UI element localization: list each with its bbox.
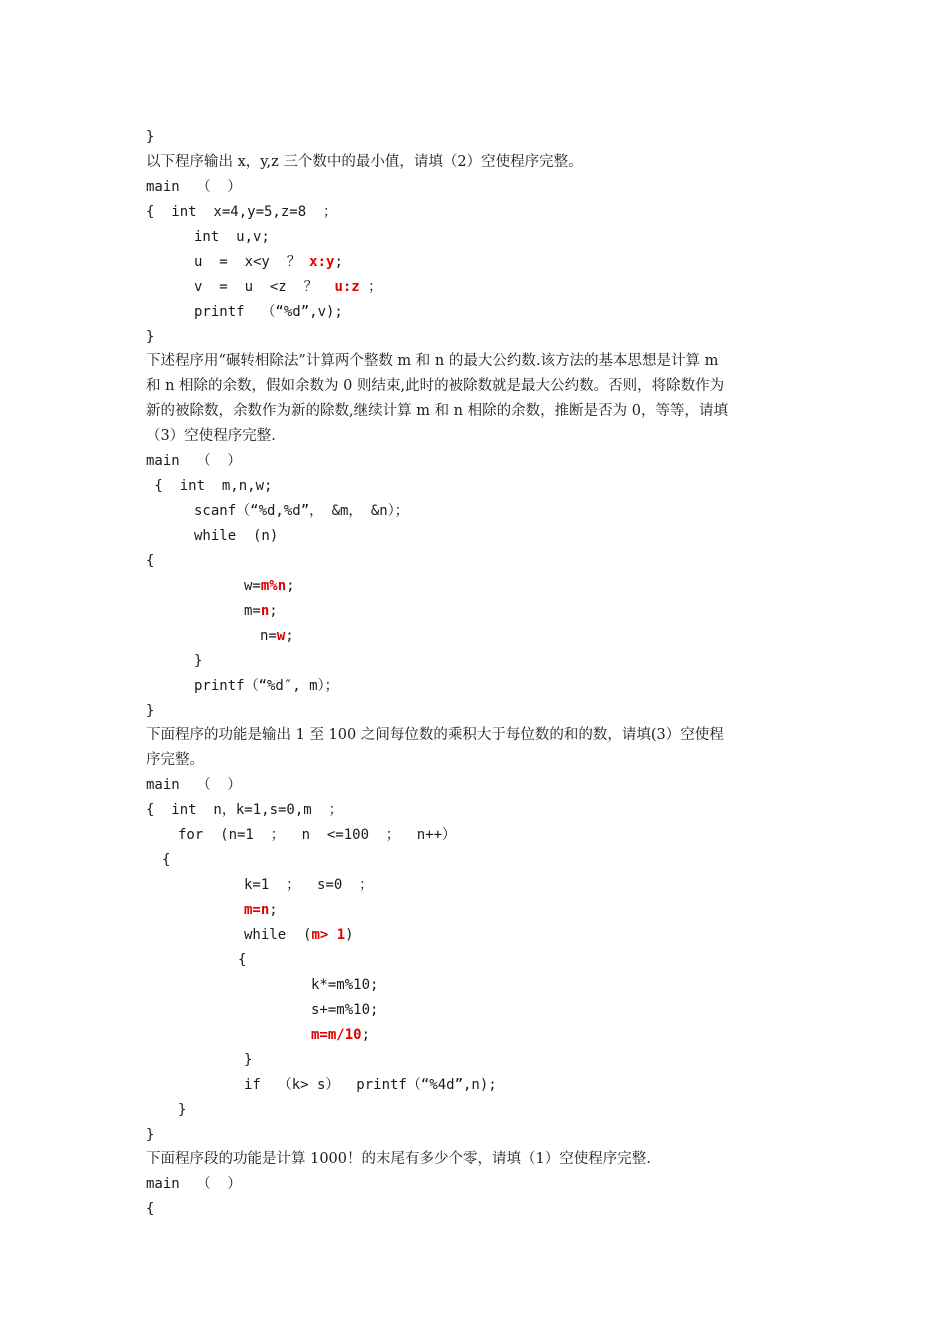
answer-blank: m=n bbox=[244, 902, 270, 918]
code-line bbox=[311, 1023, 370, 1047]
code-text: n= bbox=[260, 628, 277, 644]
code-line: { int n，k=1,s=0,m ； bbox=[146, 802, 343, 818]
code-line: { int m,n,w; bbox=[146, 478, 273, 494]
code-line: for (n=1 ； n <=100 ； n++） bbox=[178, 827, 457, 843]
answer-blank: m=m/10 bbox=[311, 1027, 362, 1043]
code-line: s+=m%10; bbox=[311, 1002, 379, 1018]
code-line: } bbox=[194, 653, 203, 669]
answer-blank: u:z bbox=[334, 279, 360, 295]
code-text: ; bbox=[286, 578, 295, 594]
code-text: ; bbox=[285, 628, 294, 644]
code-text: w= bbox=[244, 578, 261, 594]
code-line bbox=[194, 275, 382, 299]
code-line: } bbox=[178, 1102, 187, 1118]
code-text: ; bbox=[361, 1027, 371, 1043]
code-text: ) bbox=[345, 927, 354, 943]
code-text: u = x<y ？ bbox=[194, 254, 310, 270]
code-line: k*=m%10; bbox=[311, 977, 379, 993]
question-text: 序完整。 bbox=[146, 752, 204, 768]
code-line: main （ ） bbox=[146, 777, 242, 793]
code-line: while (n) bbox=[194, 528, 279, 544]
code-text: ; bbox=[334, 254, 343, 270]
question-text: （3）空使程序完整. bbox=[146, 428, 276, 444]
code-line: main （ ） bbox=[146, 1176, 242, 1192]
code-line: main （ ） bbox=[146, 453, 242, 469]
code-line bbox=[260, 624, 294, 648]
code-text: while ( bbox=[244, 927, 312, 943]
code-line: } bbox=[244, 1052, 253, 1068]
code-line: } bbox=[146, 1127, 155, 1143]
code-line: scanf（“%d,%d”， &m， &n）； bbox=[194, 503, 409, 519]
code-text: ; bbox=[269, 603, 278, 619]
code-line: main （ ） bbox=[146, 179, 242, 195]
answer-blank: x:y bbox=[309, 254, 335, 270]
question-text: 下面程序的功能是输出 1 至 100 之间每位数的乘积大于每位数的和的数，请填(3）空使程 bbox=[146, 727, 724, 743]
code-text: ; bbox=[269, 902, 278, 918]
code-line bbox=[244, 923, 354, 947]
code-line: } bbox=[146, 329, 155, 345]
code-line bbox=[244, 898, 278, 922]
code-line bbox=[244, 599, 278, 623]
question-text: 新的被除数，余数作为新的除数,继续计算 m 和 n 相除的余数，推断是否为 0，等等，请填 bbox=[146, 403, 728, 419]
code-line: { bbox=[146, 553, 155, 569]
code-line: { int x=4,y=5,z=8 ； bbox=[146, 204, 338, 220]
answer-blank: w bbox=[276, 628, 286, 644]
code-line: } bbox=[146, 703, 155, 719]
code-line: { bbox=[162, 852, 171, 868]
code-line: printf （“%d”,v); bbox=[194, 304, 343, 320]
code-line: if （k> s） printf（“%4d”,n); bbox=[244, 1077, 497, 1093]
code-line bbox=[244, 574, 295, 598]
code-line bbox=[194, 250, 343, 274]
answer-blank: m> 1 bbox=[311, 927, 346, 943]
question-text: 下述程序用“碾转相除法”计算两个整数 m 和 n 的最大公约数.该方法的基本思想是计算 m bbox=[146, 353, 719, 369]
answer-blank: n bbox=[260, 603, 270, 619]
question-text: 以下程序输出 x，y,z 三个数中的最小值，请填（2）空使程序完整。 bbox=[146, 154, 583, 170]
question-text: 和 n 相除的余数，假如余数为 0 则结束,此时的被除数就是最大公约数。否则，将除数作为 bbox=[146, 378, 725, 394]
code-text: m= bbox=[244, 603, 261, 619]
code-text: ； bbox=[359, 279, 383, 295]
code-line: { bbox=[146, 1201, 155, 1217]
code-line: k=1 ； s=0 ； bbox=[244, 877, 374, 893]
code-line: int u,v; bbox=[194, 229, 270, 245]
code-line: } bbox=[146, 129, 155, 145]
code-line: { bbox=[238, 952, 247, 968]
code-text: v = u <z ？ bbox=[194, 279, 335, 295]
answer-blank: m%n bbox=[260, 578, 287, 594]
code-line: printf（“%d″, m）； bbox=[194, 678, 339, 694]
question-text: 下面程序段的功能是计算 1000！的末尾有多少个零，请填（1）空使程序完整. bbox=[146, 1151, 651, 1167]
